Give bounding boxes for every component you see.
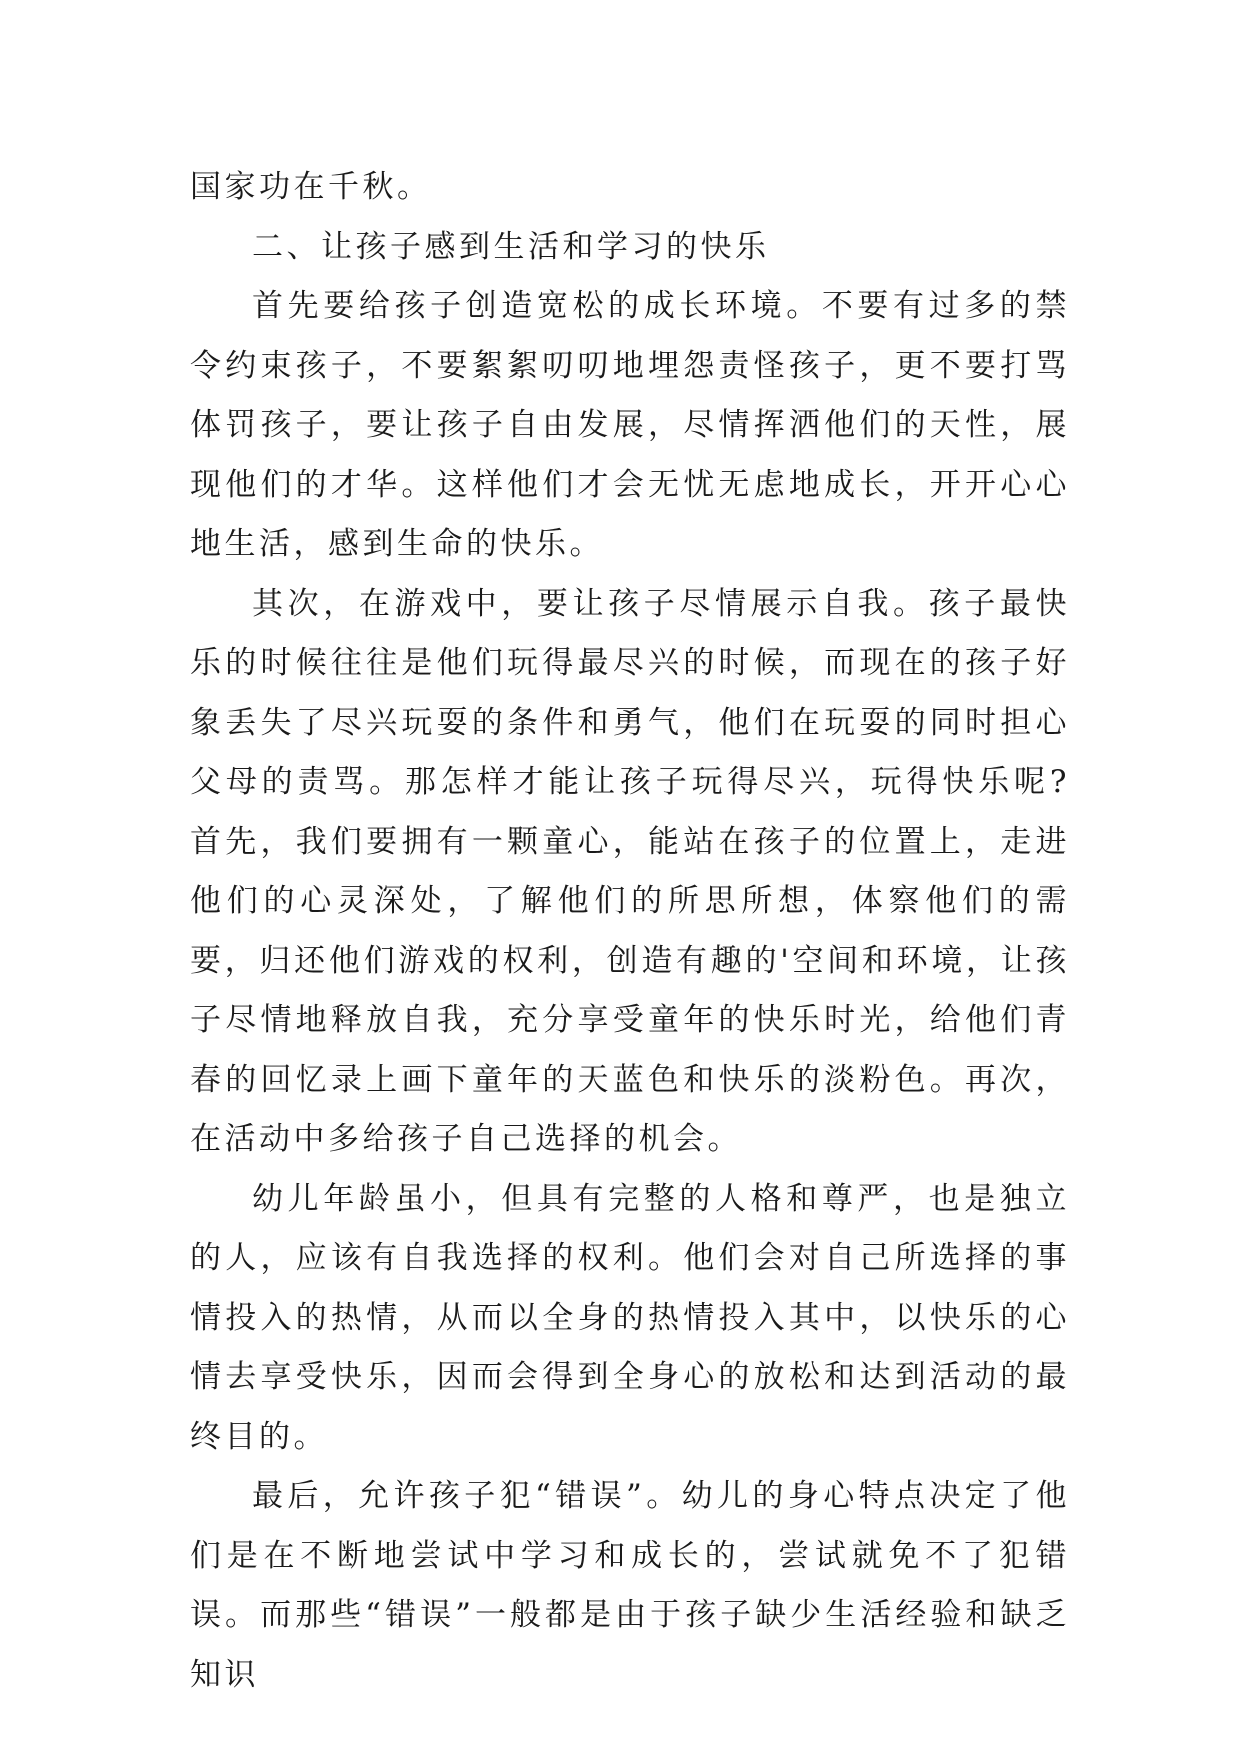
section-heading: 二、让孩子感到生活和学习的快乐 xyxy=(252,228,770,265)
paragraph-choice: 幼儿年龄虽小，但具有完整的人格和尊严，也是独立的人，应该有自我选择的权利。他们会对自己所选择的事情投入的热情，从而以全身的热情投入其中，以快乐的心情去享受快乐，因而会得到全身心的放松和达到活动的最终目的。 xyxy=(190,1180,1070,1455)
paragraph-continuation: 国家功在千秋。 xyxy=(190,169,432,205)
document-body xyxy=(190,158,1070,1705)
paragraph-environment: 首先要给孩子创造宽松的成长环境。不要有过多的禁令约束孩子，不要絮絮叨叨地埋怨责怪孩子，更不要打骂体罚孩子，要让孩子自由发展，尽情挥洒他们的天性，展现他们的才华。这样他们才会无忧无虑地成长，开开心心地生活，感到生命的快乐。 xyxy=(190,288,1070,562)
paragraph-mistakes: 最后，允许孩子犯“错误”。幼儿的身心特点决定了他们是在不断地尝试中学习和成长的，尝试就免不了犯错误。而那些“错误”一般都是由于孩子缺少生活经验和缺乏知识 xyxy=(190,1478,1070,1693)
paragraph-games: 其次，在游戏中，要让孩子尽情展示自我。孩子最快乐的时候往往是他们玩得最尽兴的时候，而现在的孩子好象丢失了尽兴玩耍的条件和勇气，他们在玩耍的同时担心父母的责骂。那怎样才能让孩子玩得尽兴，玩得快乐呢?首先，我们要拥有一颗童心，能站在孩子的位置上，走进他们的心灵深处，了解他们的所思所想，体察他们的需要，归还他们游戏的权利，创造有趣的'空间和环境，让孩子尽情地释放自我，充分享受童年的快乐时光，给他们青春的回忆录上画下童年的天蓝色和快乐的淡粉色。再次，在活动中多给孩子自己选择的机会。 xyxy=(190,585,1070,1157)
